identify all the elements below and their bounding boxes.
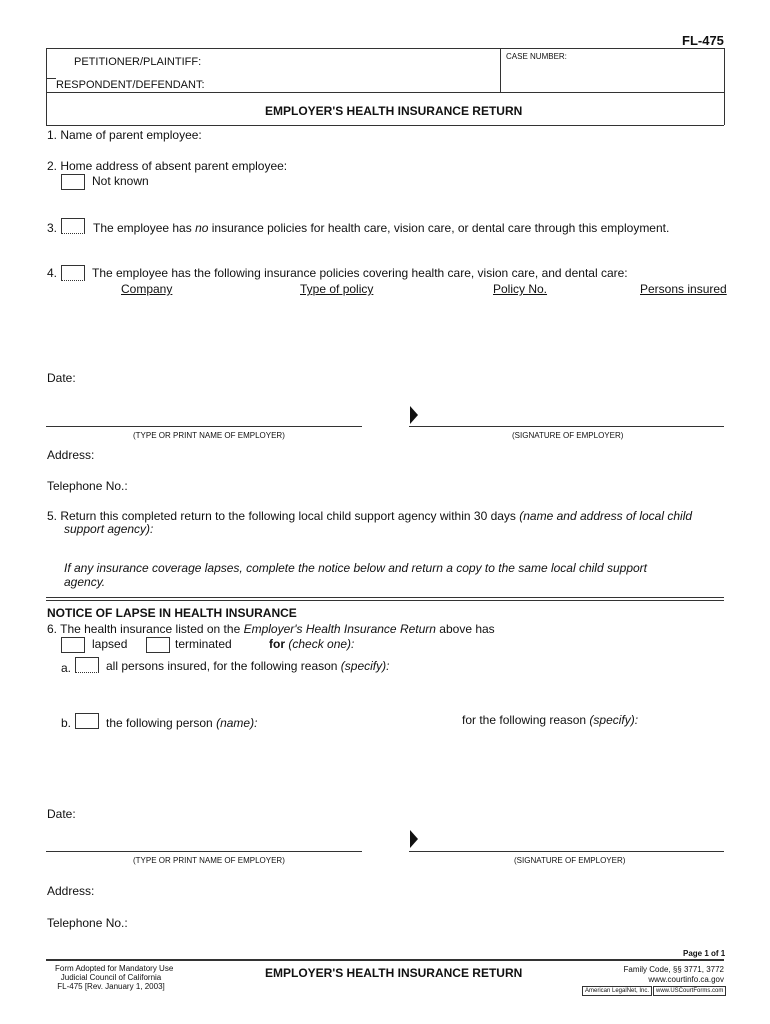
item-6-text: 6. The health insurance listed on the Employer's Health Insurance Return above has <box>47 622 495 636</box>
lapsed-checkbox[interactable] <box>61 637 85 653</box>
form-id: FL-475 <box>682 33 724 48</box>
signature-arrow-icon <box>410 406 418 424</box>
employer-signature-line-2[interactable] <box>409 851 724 852</box>
check-one-label: for (check one): <box>269 637 355 651</box>
date-label: Date: <box>47 371 76 385</box>
item-5-line-1: 5. Return this completed return to the following local child support agency within 30 days (name and address of local child <box>47 509 693 523</box>
employer-signature-line[interactable] <box>409 426 724 427</box>
item-3-number: 3. <box>47 221 58 235</box>
column-company: Company <box>121 282 173 296</box>
item-6b-text: the following person (name): <box>106 716 258 730</box>
page-number: Page 1 of 1 <box>683 949 726 958</box>
employer-name-line-2[interactable] <box>46 851 362 852</box>
item-5-line-2: support agency): <box>64 522 154 536</box>
item-3-text: The employee has no insurance policies for health care, vision care, or dental care through this employment. <box>93 221 670 235</box>
item-4-text: The employee has the following insurance policies covering health care, vision care, and dental care: <box>92 266 628 280</box>
item-6a-checkbox[interactable] <box>75 657 99 673</box>
column-type-of-policy: Type of policy <box>300 282 374 296</box>
adopted-line-1: Form Adopted for Mandatory Use <box>55 964 174 973</box>
lapsed-label: lapsed <box>92 637 128 651</box>
date-label-2: Date: <box>47 807 76 821</box>
item-4-checkbox[interactable] <box>61 265 85 281</box>
column-persons-insured: Persons insured <box>640 282 727 296</box>
caption-mid-rule <box>46 92 724 93</box>
employer-signature-caption-2: (SIGNATURE OF EMPLOYER) <box>514 856 626 865</box>
adopted-line-2: Judicial Council of California <box>60 973 162 982</box>
lapse-note-line-2: agency. <box>64 575 106 589</box>
caption-top-rule <box>46 48 724 49</box>
footer-rule <box>46 959 724 961</box>
column-policy-no: Policy No. <box>493 282 548 296</box>
caption-tick <box>46 78 56 79</box>
item-4-number: 4. <box>47 266 58 280</box>
legalnet-badge: American LegalNet, Inc. <box>582 986 652 996</box>
form-title: EMPLOYER'S HEALTH INSURANCE RETURN <box>265 104 523 118</box>
item-6b-label: b. <box>61 716 72 730</box>
item-6a-label: a. <box>61 661 72 675</box>
signature-arrow-icon <box>410 830 418 848</box>
telephone-label: Telephone No.: <box>47 479 128 493</box>
section-rule-top <box>46 597 724 598</box>
employer-name-line[interactable] <box>46 426 362 427</box>
respondent-label: RESPONDENT/DEFENDANT: <box>56 79 205 91</box>
terminated-label: terminated <box>175 637 232 651</box>
case-number-label: CASE NUMBER: <box>506 52 567 61</box>
lapse-note-line-1: If any insurance coverage lapses, complete the notice below and return a copy to the same local child support <box>64 561 648 575</box>
not-known-label: Not known <box>92 174 149 188</box>
caption-divider <box>500 48 501 92</box>
terminated-checkbox[interactable] <box>146 637 170 653</box>
not-known-checkbox[interactable] <box>61 174 85 190</box>
courtinfo-url: www.courtinfo.ca.gov <box>648 975 724 984</box>
notice-heading: NOTICE OF LAPSE IN HEALTH INSURANCE <box>47 606 297 620</box>
family-code: Family Code, §§ 3771, 3772 <box>623 965 724 974</box>
address-label: Address: <box>47 448 95 462</box>
employer-name-caption-2: (TYPE OR PRINT NAME OF EMPLOYER) <box>133 856 285 865</box>
item-2-label: 2. Home address of absent parent employee: <box>47 159 288 173</box>
caption-bottom-rule <box>46 125 724 126</box>
item-1-label: 1. Name of parent employee: <box>47 128 202 142</box>
footer-title: EMPLOYER'S HEALTH INSURANCE RETURN <box>265 966 523 980</box>
employer-name-caption: (TYPE OR PRINT NAME OF EMPLOYER) <box>133 431 285 440</box>
item-6b-checkbox[interactable] <box>75 713 99 729</box>
address-label-2: Address: <box>47 884 95 898</box>
item-6a-text: all persons insured, for the following reason (specify): <box>106 659 390 673</box>
uscourtforms-badge: www.USCourtForms.com <box>653 986 726 996</box>
adopted-line-3: FL-475 [Rev. January 1, 2003] <box>57 982 165 991</box>
petitioner-label: PETITIONER/PLAINTIFF: <box>74 56 202 68</box>
item-3-checkbox[interactable] <box>61 218 85 234</box>
telephone-label-2: Telephone No.: <box>47 916 128 930</box>
section-rule-bottom <box>46 600 724 601</box>
employer-signature-caption: (SIGNATURE OF EMPLOYER) <box>512 431 624 440</box>
item-6b-reason: for the following reason (specify): <box>462 713 639 727</box>
caption-left-rule <box>46 48 47 125</box>
caption-right-rule <box>724 48 725 125</box>
